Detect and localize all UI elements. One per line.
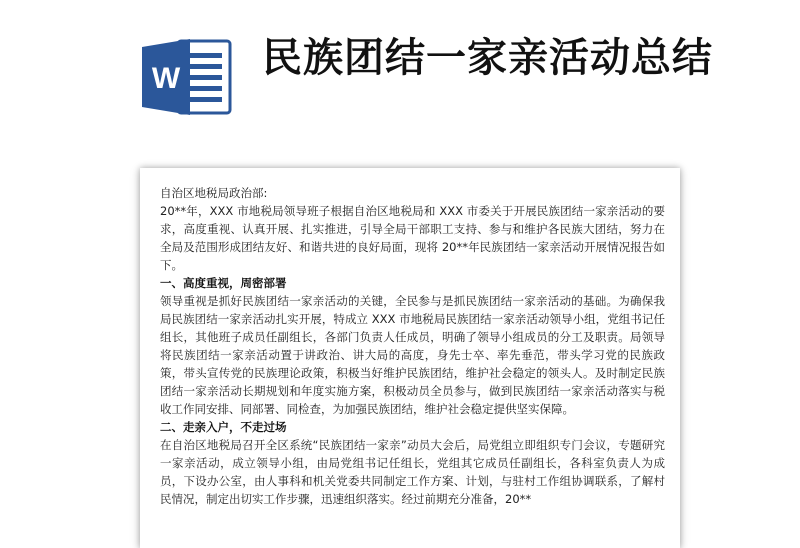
paragraph-section-2: 在自治区地税局召开全区系统“民族团结一家亲”动员大会后，局党组立即组织专门会议，专题研究一家亲活动，成立领导小组，由局党组书记任组长，党组其它成员任副组长，各科室负责人为成员，下设办公室，由人事科和机关党委共同制定工作方案、计划，与驻村工作组协调联系，了解村民情况，制定出切实工作步骤，迅速组织落实。经过前期充分准备，20** bbox=[160, 438, 665, 506]
word-document-icon bbox=[140, 37, 232, 117]
paragraph-intro: 20**年，XXX 市地税局领导班子根据自治区地税局和 XXX 市委关于开展民族团结一家亲活动的要求，高度重视、认真开展、扎实推进，引导全局干部职工支持、参与和维护各民族大团结，努力在全局及范围形成团结友好、和谐共进的良好局面，现将 20**年民族团结一家亲活动开展情况报告如下。 bbox=[160, 204, 665, 272]
page-title: 民族团结一家亲活动总结 bbox=[262, 35, 713, 81]
paragraph-section-1: 领导重视是抓好民族团结一家亲活动的关键，全民参与是抓民族团结一家亲活动的基础。为确保我局民族团结一家亲活动扎实开展，特成立 XXX 市地税局民族团结一家亲活动领导小组，党组书记任组长，其他班子成员任副组长，各部门负责人任成员，明确了领导小组成员的分工及职责。局领导将民族团结一家亲活动置于讲政治、讲大局的高度，身先士卒、率先垂范，带头学习党的民族政策，带头宣传党的民族理论政策，积极当好维护民族团结，维护社会稳定的领头人。及时制定民族团结一家亲活动长期规划和年度实施方案，积极动员全员参与，做到民族团结一家亲活动落实与税收工作同安排、同部署、同检查，为加强民族团结，维护社会稳定提供坚实保障。 bbox=[160, 294, 665, 416]
salutation: 自治区地税局政治部: bbox=[160, 186, 268, 200]
section-heading-2: 二、走亲入户，不走过场 bbox=[160, 420, 287, 434]
word-icon-letter: W bbox=[151, 62, 181, 95]
document-body bbox=[160, 184, 665, 508]
header bbox=[0, 0, 800, 160]
section-heading-1: 一、高度重视，周密部署 bbox=[160, 276, 287, 290]
